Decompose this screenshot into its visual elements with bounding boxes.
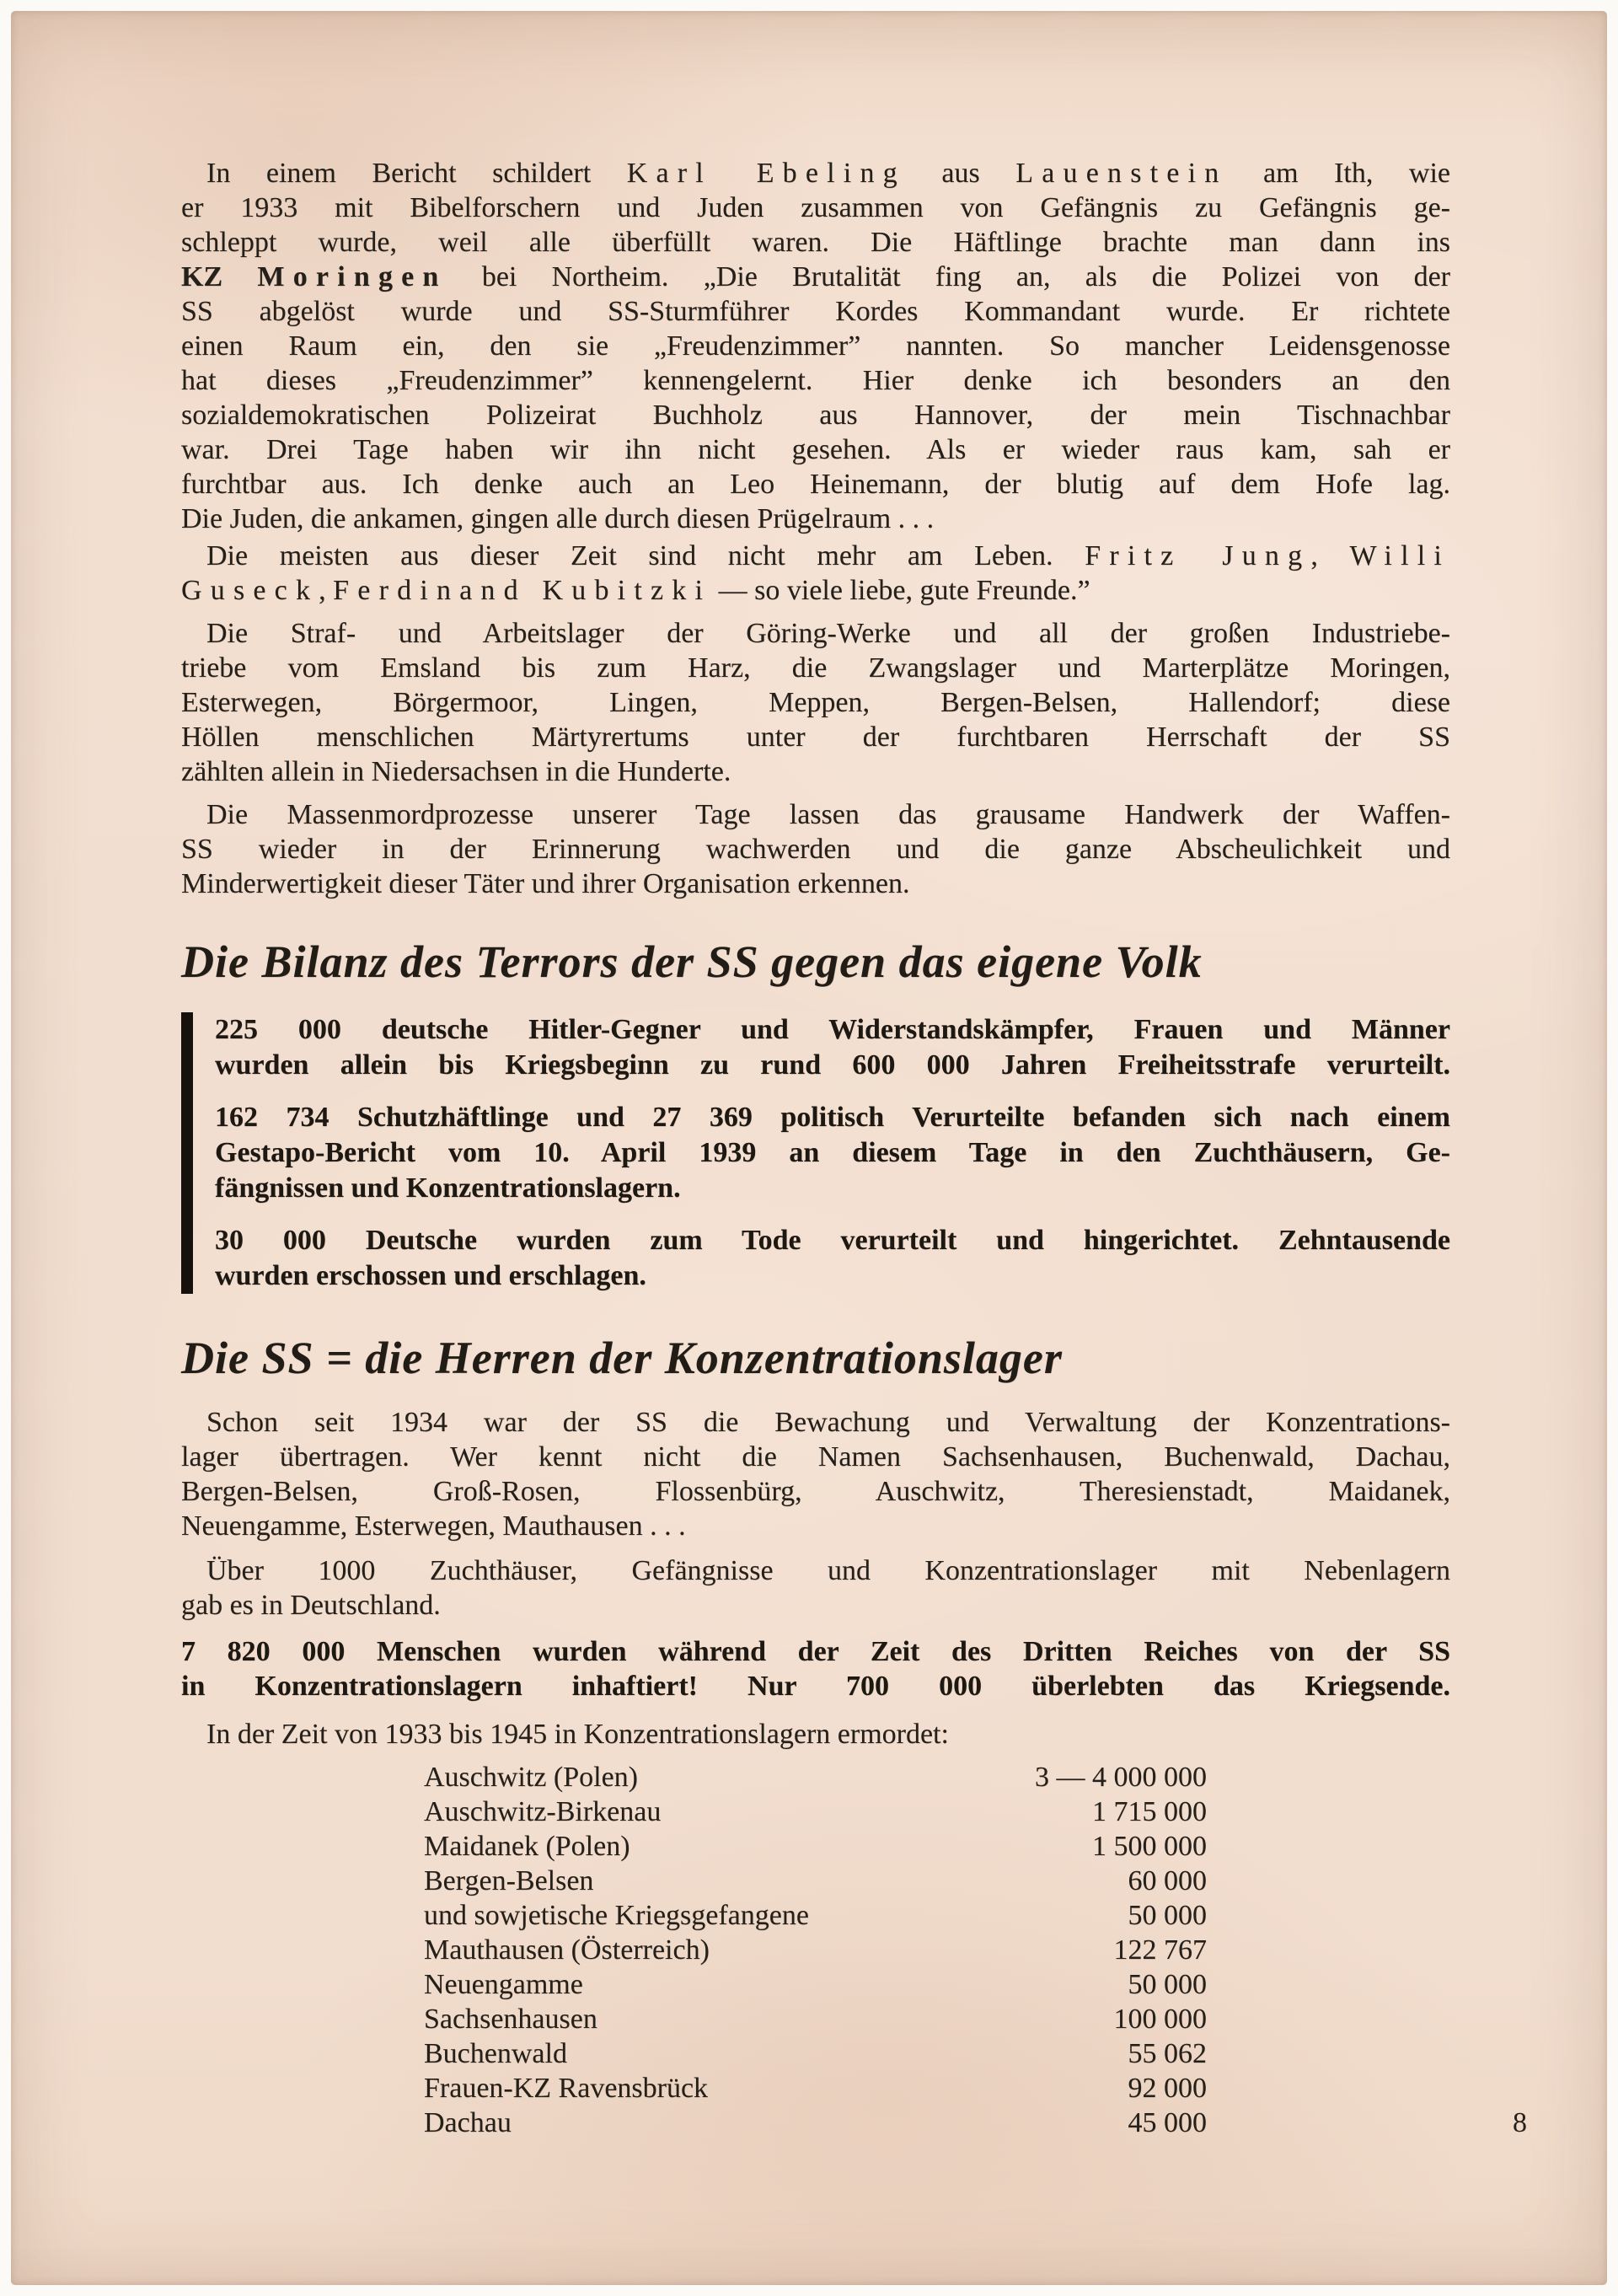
table-row (181, 1898, 1450, 1933)
camp-name: Buchenwald (424, 2038, 567, 2069)
camp-name: Bergen-Belsen (424, 1865, 594, 1896)
victim-count: 55 062 (1128, 2038, 1207, 2069)
text-line: SS wieder in der Erinnerung wachwerden und die ganze Abscheulichkeit und (181, 834, 1450, 865)
victim-count: 100 000 (1113, 2004, 1207, 2035)
text-line: lager übertragen. Wer kennt nicht die Namen Sachsenhausen, Buchenwald, Dachau, (181, 1441, 1450, 1473)
camp-name: Dachau (424, 2107, 512, 2138)
table-row (181, 1864, 1450, 1898)
text-line: KZ Moringen bei Northeim. „Die Brutalität fing an, als die Polizei von der (181, 261, 1450, 292)
text-line: Esterwegen, Börgermoor, Lingen, Meppen, Bergen-Belsen, Hallendorf; diese (181, 687, 1450, 718)
text-line: hat dieses „Freudenzimmer” kennengelernt. Hier denke ich besonders an den (181, 365, 1450, 396)
camp-name: Mauthausen (Österreich) (424, 1934, 710, 1966)
victim-count: 45 000 (1128, 2107, 1207, 2138)
paragraph-massenmordprozesse (181, 797, 1450, 901)
text-line: fängnissen und Konzentrationslagern. (215, 1172, 681, 1204)
text-line: zählten allein in Niedersachsen in die Hunderte. (181, 756, 731, 787)
text-line: In einem Bericht schildert Karl Ebeling aus Lauenstein am Ith, wie (206, 158, 1450, 189)
text-line: Über 1000 Zuchthäuser, Gefängnisse und Konzentrationslager mit Nebenlagern (206, 1555, 1450, 1586)
text-line: 225 000 deutsche Hitler-Gegner und Widerstandskämpfer, Frauen und Männer (215, 1014, 1450, 1045)
table-row (181, 1794, 1450, 1829)
paragraph-straflager (181, 616, 1450, 789)
table-row (181, 1967, 1450, 2002)
text-line: Die meisten aus dieser Zeit sind nicht mehr am Leben. Fritz Jung, Willi (206, 540, 1451, 571)
heading-bilanz-des-terrors: Die Bilanz des Terrors der SS gegen das eigene Volk (181, 936, 1203, 987)
paragraph-victims-names (181, 539, 1450, 608)
text-line: Die Massenmordprozesse unserer Tage lassen das grausame Handwerk der Waffen- (206, 799, 1450, 830)
table-intro (181, 1717, 1450, 1752)
victim-count: 122 767 (1113, 1934, 1207, 1966)
text-line: triebe vom Emsland bis zum Harz, die Zwangslager und Marterplätze Moringen, (181, 652, 1450, 684)
text-line: er 1933 mit Bibelforschern und Juden zusammen von Gefängnis zu Gefängnis ge- (181, 192, 1450, 223)
stat-todesurteile (215, 1223, 1450, 1294)
camp-name: Neuengamme (424, 1969, 583, 2000)
document-page (11, 11, 1607, 2285)
camp-name: Auschwitz-Birkenau (424, 1796, 662, 1827)
table-row (181, 1760, 1450, 1794)
victim-count: 3 — 4 000 000 (1035, 1762, 1207, 1793)
text-line: war. Drei Tage haben wir ihn nicht gesehen. Als er wieder raus kam, sah er (181, 434, 1450, 465)
text-line: Neuengamme, Esterwegen, Mauthausen . . . (181, 1510, 686, 1542)
text-line: einen Raum ein, den sie „Freudenzimmer” nannten. So mancher Leidensgenosse (181, 330, 1450, 362)
camp-name: Auschwitz (Polen) (424, 1762, 639, 1793)
camp-name: Sachsenhausen (424, 2004, 597, 2035)
text-line: Schon seit 1934 war der SS die Bewachung und Verwaltung der Konzentrations- (206, 1407, 1450, 1438)
paragraph-zuchthaeuser (181, 1553, 1450, 1623)
text-line: wurden allein bis Kriegsbeginn zu rund 600 000 Jahren Freiheitsstrafe verurteilt. (215, 1049, 1450, 1081)
victim-count: 1 715 000 (1092, 1796, 1207, 1827)
text-line: 162 734 Schutzhäftlinge und 27 369 politisch Verurteilte befanden sich nach einem (215, 1102, 1450, 1133)
camp-name: und sowjetische Kriegsgefangene (424, 1900, 809, 1931)
camp-name: Maidanek (Polen) (424, 1831, 630, 1862)
victim-count: 60 000 (1128, 1865, 1207, 1896)
page-content (181, 156, 1450, 2140)
victim-count: 50 000 (1128, 1900, 1207, 1931)
text-line: gab es in Deutschland. (181, 1590, 441, 1621)
page-number: 8 (1513, 2107, 1527, 2138)
text-line: Höllen menschlichen Märtyrertums unter der furchtbaren Herrschaft der SS (181, 722, 1450, 753)
text-line: 7 820 000 Menschen wurden während der Zeit des Dritten Reiches von der SS (181, 1636, 1450, 1667)
stats-block (181, 1012, 1450, 1294)
stat-schutzhaeftlinge (215, 1100, 1450, 1206)
table-row (181, 2106, 1450, 2140)
victim-count: 1 500 000 (1092, 1831, 1207, 1862)
text-line: SS abgelöst wurde und SS-Sturmführer Kordes Kommandant wurde. Er richtete (181, 296, 1450, 327)
text-line: Guseck, Ferdinand Kubitzki — so viele liebe, gute Freunde.” (181, 575, 1090, 606)
paragraph-ebeling-report (181, 156, 1450, 536)
paragraph-inhaftierte (181, 1634, 1450, 1703)
table-row (181, 2071, 1450, 2106)
text-line: 30 000 Deutsche wurden zum Tode verurteilt und hingerichtet. Zehntausende (215, 1225, 1450, 1256)
text-line: Minderwertigkeit dieser Täter und ihrer Organisation erkennen. (181, 868, 910, 899)
heading-herren-der-kz: Die SS = die Herren der Konzentrationslager (181, 1333, 1063, 1383)
text-line: Gestapo-Bericht vom 10. April 1939 an diesem Tage in den Zuchthäusern, Ge- (215, 1137, 1450, 1168)
table-row (181, 1933, 1450, 1967)
text-line: schleppt wurde, weil alle überfüllt waren. Die Häftlinge brachte man dann ins (181, 227, 1450, 258)
paragraph-bewachung (181, 1405, 1450, 1543)
victim-count: 50 000 (1128, 1969, 1207, 2000)
text-line: Die Straf- und Arbeitslager der Göring-Werke und all der großen Industriebe- (206, 618, 1450, 649)
text-line: Bergen-Belsen, Groß-Rosen, Flossenbürg, Auschwitz, Theresienstadt, Maidanek, (181, 1476, 1450, 1507)
text-line: furchtbar aus. Ich denke auch an Leo Heinemann, der blutig auf dem Hofe lag. (181, 469, 1450, 500)
stat-hitler-gegner (215, 1012, 1450, 1083)
text-line: In der Zeit von 1933 bis 1945 in Konzentrationslagern ermordet: (206, 1719, 949, 1750)
text-line: in Konzentrationslagern inhaftiert! Nur 700 000 überlebten das Kriegsende. (181, 1671, 1450, 1702)
camp-name: Frauen-KZ Ravensbrück (424, 2073, 709, 2104)
text-line: Die Juden, die ankamen, gingen alle durch diesen Prügelraum . . . (181, 503, 935, 534)
table-row (181, 2036, 1450, 2071)
table-row (181, 2002, 1450, 2036)
text-line: wurden erschossen und erschlagen. (215, 1260, 646, 1291)
victims-table (181, 1760, 1450, 2140)
table-row (181, 1829, 1450, 1864)
victim-count: 92 000 (1128, 2073, 1207, 2104)
text-line: sozialdemokratischen Polizeirat Buchholz aus Hannover, der mein Tischnachbar (181, 400, 1450, 431)
